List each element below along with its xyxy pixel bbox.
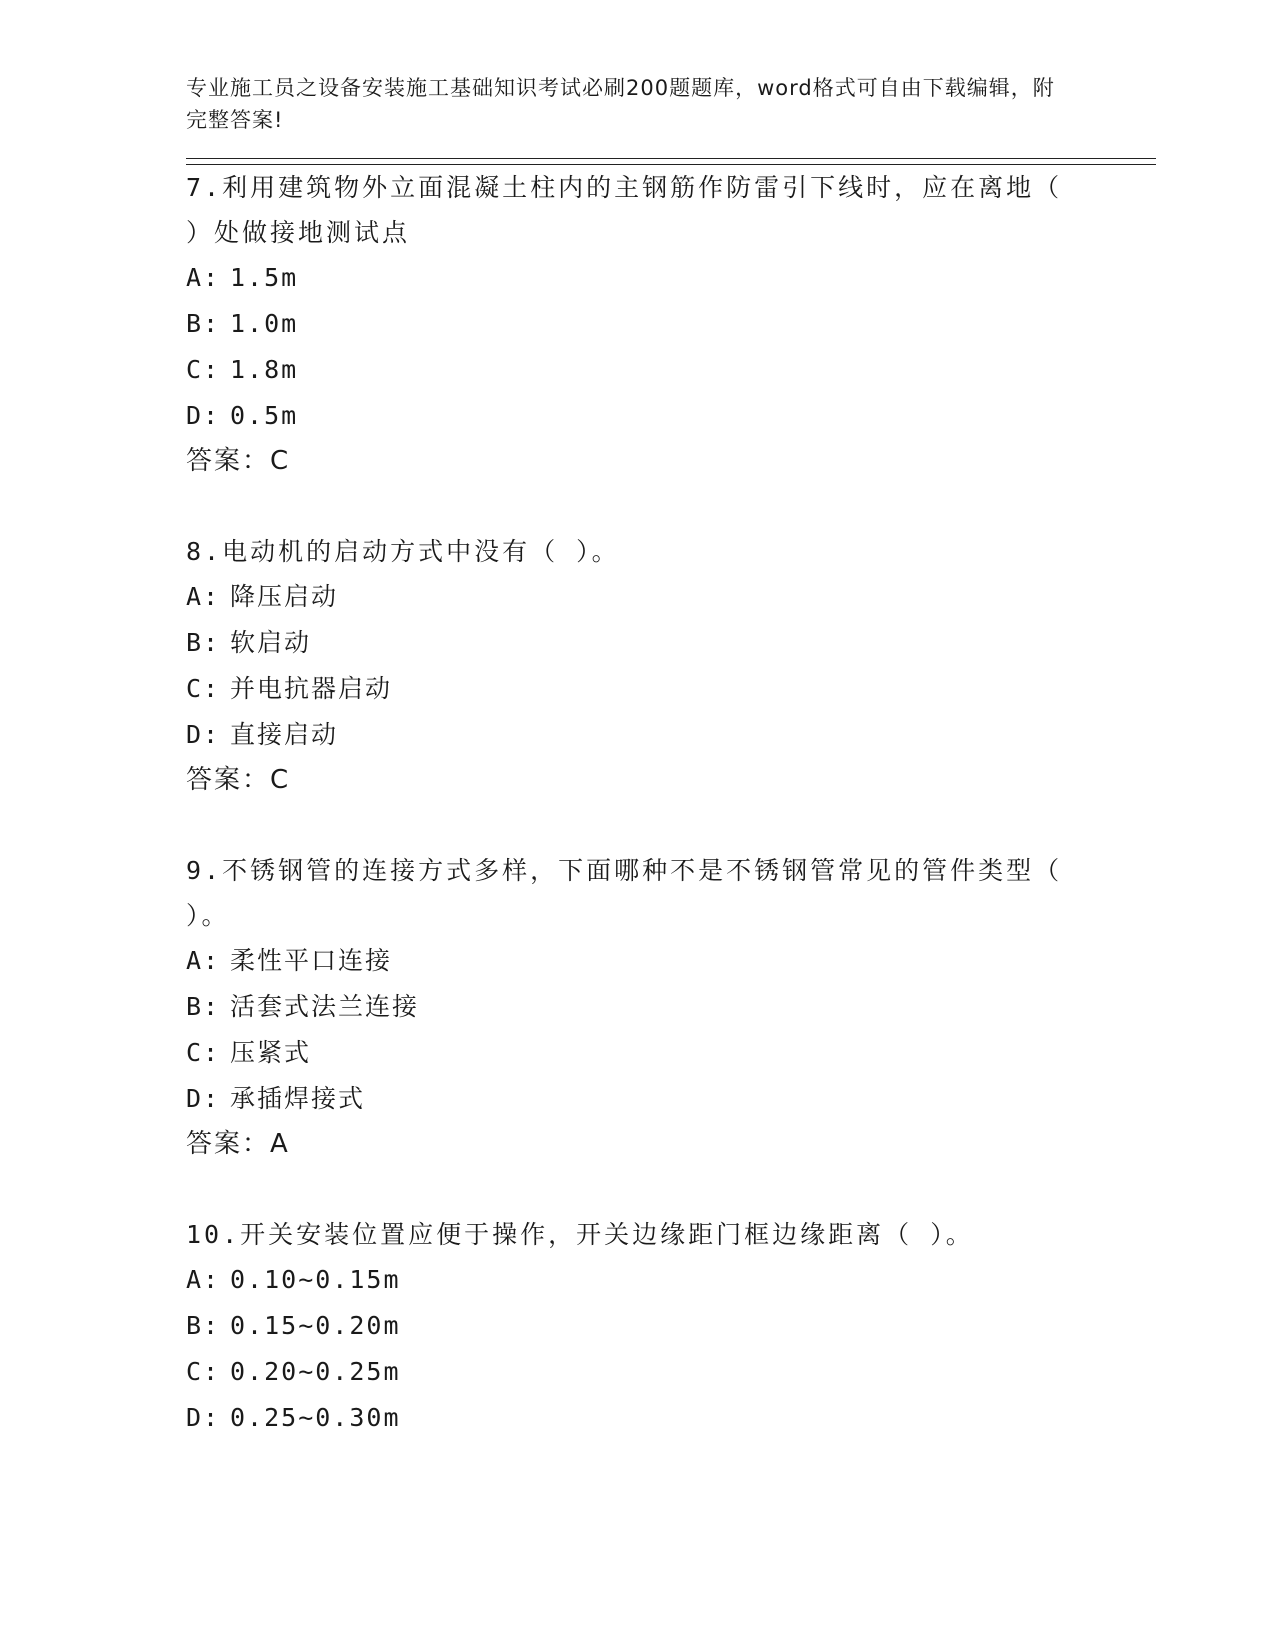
option-b bbox=[186, 620, 1156, 666]
option-d bbox=[186, 1076, 1156, 1122]
option-c bbox=[186, 666, 1156, 712]
question-8 bbox=[186, 529, 1156, 848]
question-7 bbox=[186, 165, 1156, 529]
option-b bbox=[186, 984, 1156, 1030]
question-10 bbox=[186, 1212, 1156, 1441]
option-text: 0.10~0.15m bbox=[230, 1265, 401, 1294]
spacer bbox=[186, 802, 1156, 848]
option-d bbox=[186, 712, 1156, 758]
option-d bbox=[186, 1395, 1156, 1441]
option-a bbox=[186, 574, 1156, 620]
option-key: B: bbox=[186, 309, 221, 338]
option-text: 降压启动 bbox=[230, 582, 339, 611]
option-c bbox=[186, 1030, 1156, 1076]
option-key: A: bbox=[186, 1265, 221, 1294]
option-key: D: bbox=[186, 401, 221, 430]
option-d bbox=[186, 393, 1156, 439]
option-text: 压紧式 bbox=[230, 1038, 312, 1067]
option-text: 1.5m bbox=[230, 263, 299, 292]
option-text: 活套式法兰连接 bbox=[230, 992, 420, 1021]
option-text: 并电抗器启动 bbox=[230, 674, 393, 703]
answer-line: 答案：C bbox=[186, 765, 291, 795]
option-text: 软启动 bbox=[230, 628, 312, 657]
option-text: 0.25~0.30m bbox=[230, 1403, 401, 1432]
option-b bbox=[186, 301, 1156, 347]
document-header: 专业施工员之设备安装施工基础知识考试必刷200题题库，word格式可自由下载编辑，附完整答案! bbox=[186, 76, 1055, 132]
option-text: 0.5m bbox=[230, 401, 299, 430]
option-key: D: bbox=[186, 1403, 221, 1432]
option-c bbox=[186, 1349, 1156, 1395]
option-key: A: bbox=[186, 263, 221, 292]
option-text: 承插焊接式 bbox=[230, 1084, 366, 1113]
option-key: B: bbox=[186, 628, 221, 657]
option-key: B: bbox=[186, 1311, 221, 1340]
spacer bbox=[186, 483, 1156, 529]
option-b bbox=[186, 1303, 1156, 1349]
header-divider bbox=[186, 158, 1156, 165]
question-stem: 9.不锈钢管的连接方式多样，下面哪种不是不锈钢管常见的管件类型（ ）。 bbox=[186, 856, 1063, 930]
question-9 bbox=[186, 848, 1156, 1212]
option-key: C: bbox=[186, 1357, 221, 1386]
option-a bbox=[186, 938, 1156, 984]
option-key: C: bbox=[186, 674, 221, 703]
option-text: 1.0m bbox=[230, 309, 299, 338]
option-text: 0.15~0.20m bbox=[230, 1311, 401, 1340]
option-key: C: bbox=[186, 355, 221, 384]
option-text: 0.20~0.25m bbox=[230, 1357, 401, 1386]
question-stem: 10.开关安装位置应便于操作，开关边缘距门框边缘距离（ ）。 bbox=[186, 1220, 974, 1249]
answer-line: 答案：C bbox=[186, 446, 291, 476]
question-list bbox=[186, 165, 1156, 1441]
option-key: A: bbox=[186, 946, 221, 975]
spacer bbox=[186, 1166, 1156, 1212]
option-text: 1.8m bbox=[230, 355, 299, 384]
question-stem: 7.利用建筑物外立面混凝土柱内的主钢筋作防雷引下线时，应在离地（ ）处做接地测试点 bbox=[186, 173, 1063, 247]
option-key: D: bbox=[186, 1084, 221, 1113]
option-c bbox=[186, 347, 1156, 393]
answer-line: 答案：A bbox=[186, 1129, 290, 1159]
option-key: D: bbox=[186, 720, 221, 749]
option-text: 柔性平口连接 bbox=[230, 946, 393, 975]
option-key: B: bbox=[186, 992, 221, 1021]
document-page bbox=[186, 72, 1156, 1441]
option-text: 直接启动 bbox=[230, 720, 339, 749]
option-a bbox=[186, 255, 1156, 301]
option-key: C: bbox=[186, 1038, 221, 1067]
question-stem: 8.电动机的启动方式中没有（ ）。 bbox=[186, 537, 620, 566]
option-a bbox=[186, 1257, 1156, 1303]
option-key: A: bbox=[186, 582, 221, 611]
